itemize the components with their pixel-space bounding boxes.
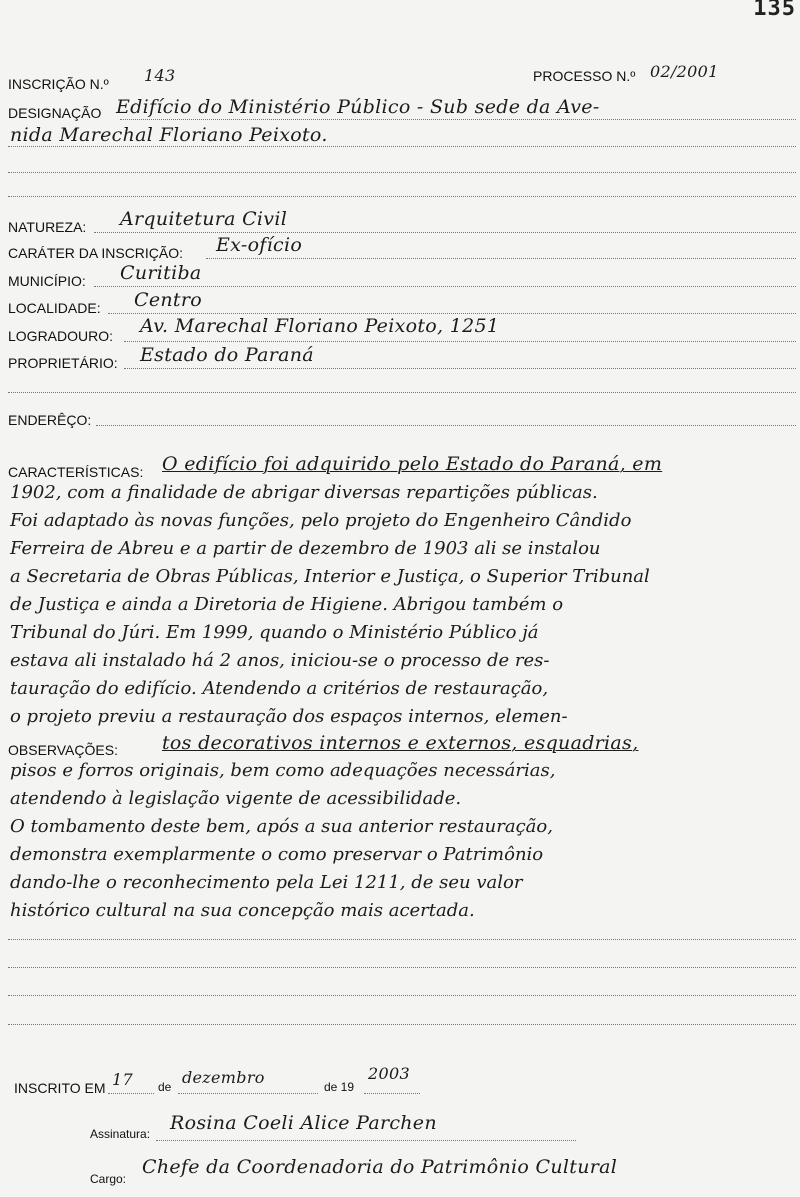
assinatura-signature: Rosina Coeli Alice Parchen	[170, 1112, 437, 1134]
carater-label: CARÁTER DA INSCRIÇÃO:	[8, 245, 184, 261]
carater-value: Ex-ofício	[216, 234, 303, 256]
municipio-value: Curitiba	[120, 262, 202, 284]
localidade-label: LOCALIDADE:	[8, 300, 101, 316]
observacoes-line: atendendo à legislação vigente de acessibilidade.	[10, 788, 462, 809]
inscrito-year: 2003	[368, 1064, 410, 1083]
caracteristicas-line: o projeto previu a restauração dos espaços internos, elemen-	[10, 706, 568, 727]
observacoes-line: demonstra exemplarmente o como preservar o Patrimônio	[10, 844, 544, 865]
caracteristicas-line: Ferreira de Abreu e a partir de dezembro de 1903 ali se instalou	[10, 538, 601, 559]
inscrito-month: dezembro	[182, 1068, 265, 1087]
caracteristicas-first-line: O edifício foi adquirido pelo Estado do Paraná, em	[162, 453, 663, 475]
proprietario-value: Estado do Paraná	[140, 344, 314, 366]
cargo-value: Chefe da Coordenadoria do Patrimônio Cultural	[142, 1156, 618, 1178]
caracteristicas-line: de Justiça e ainda a Diretoria de Higiene. Abrigou também o	[10, 594, 564, 615]
observacoes-line: pisos e forros originais, bem como adequações necessárias,	[10, 760, 556, 781]
assinatura-label: Assinatura:	[90, 1127, 151, 1141]
cargo-label: Cargo:	[90, 1172, 127, 1186]
caracteristicas-line: estava ali instalado há 2 anos, iniciou-se o processo de res-	[10, 650, 550, 671]
localidade-value: Centro	[134, 289, 202, 311]
caracteristicas-line: Tribunal do Júri. Em 1999, quando o Ministério Público já	[10, 622, 539, 643]
processo-value: 02/2001	[650, 62, 719, 81]
municipio-label: MUNICÍPIO:	[8, 273, 86, 289]
inscrito-label: INSCRITO EM	[14, 1080, 106, 1096]
caracteristicas-line: a Secretaria de Obras Públicas, Interior e Justiça, o Superior Tribunal	[10, 566, 650, 587]
observacoes-line: dando-lhe o reconhecimento pela Lei 1211, de seu valor	[10, 872, 523, 893]
caracteristicas-line: Foi adaptado às novas funções, pelo projeto do Engenheiro Cândido	[10, 510, 632, 531]
page-number: 135	[753, 0, 796, 21]
designacao-label: DESIGNAÇÃO	[8, 105, 102, 121]
logradouro-value: Av. Marechal Floriano Peixoto, 1251	[140, 315, 500, 337]
natureza-value: Arquitetura Civil	[120, 208, 288, 230]
caracteristicas-line: tauração do edifício. Atendendo a critérios de restauração,	[10, 678, 549, 699]
observacoes-first-line: tos decorativos internos e externos, esquadrias,	[162, 732, 639, 754]
observacoes-line: histórico cultural na sua concepção mais acertada.	[10, 900, 475, 921]
inscrito-de2: de 19	[324, 1080, 355, 1094]
inscrito-de1: de	[158, 1080, 172, 1094]
logradouro-label: LOGRADOURO:	[8, 328, 114, 344]
inscricao-label: INSCRIÇÃO N.º	[8, 76, 109, 92]
observacoes-line: O tombamento deste bem, após a sua anterior restauração,	[10, 816, 553, 837]
caracteristicas-label: CARACTERÍSTICAS:	[8, 464, 144, 480]
inscrito-day: 17	[112, 1070, 133, 1089]
processo-label: PROCESSO N.º	[533, 68, 636, 84]
observacoes-label: OBSERVAÇÕES:	[8, 742, 118, 758]
caracteristicas-line: 1902, com a finalidade de abrigar diversas repartições públicas.	[10, 482, 598, 503]
natureza-label: NATUREZA:	[8, 219, 87, 235]
designacao-line1: Edifício do Ministério Público - Sub sede da Ave-	[116, 96, 600, 118]
designacao-line2: nida Marechal Floriano Peixoto.	[10, 124, 328, 146]
endereco-label: ENDERÊÇO:	[8, 412, 92, 428]
inscricao-value: 143	[144, 66, 176, 85]
proprietario-label: PROPRIETÁRIO:	[8, 355, 118, 371]
